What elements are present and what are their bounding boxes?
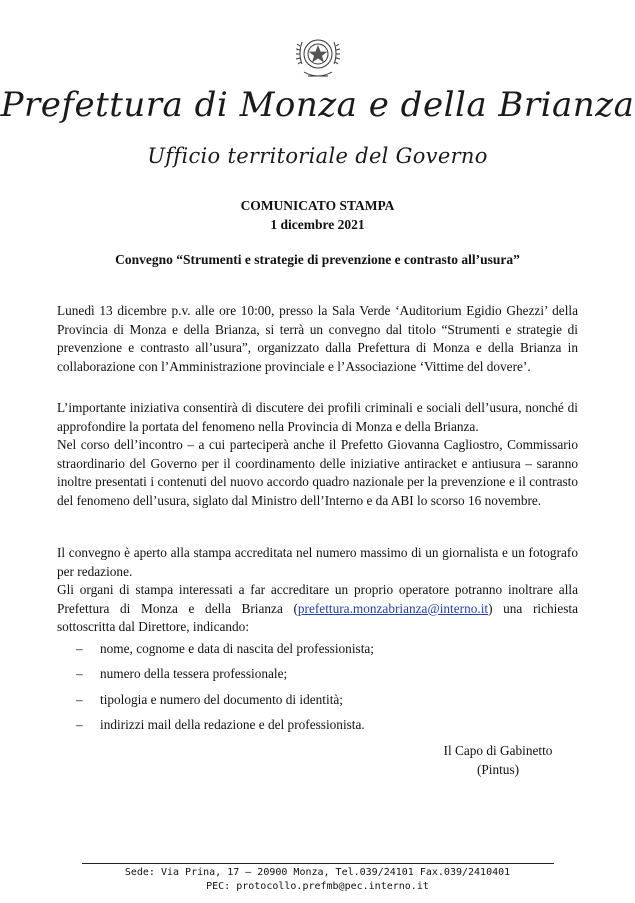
paragraph-3a-text: Il convegno è aperto alla stampa accreditata nel numero massimo di un giornalista e un fotografo per redazione. — [57, 545, 578, 579]
press-release-date: 1 dicembre 2021 — [270, 217, 365, 232]
signature-name: (Pintus) — [476, 762, 520, 777]
list-item — [76, 665, 556, 690]
list-item-text: nome, cognome e data di nascita del professionista; — [100, 641, 374, 656]
paragraph-3b-start: Gli organi di stampa interessati a far accreditare un proprio operatore potranno inoltrare alla Prefettura di Monza e della Brianza ( — [57, 582, 578, 616]
bullet-dash: – — [76, 666, 83, 682]
list-item-text: numero della tessera professionale; — [100, 666, 288, 682]
footer-pec: PEC: protocollo.prefmb@pec.interno.it — [206, 881, 429, 892]
footer-divider — [82, 863, 554, 864]
paragraph-1-text: Lunedì 13 dicembre p.v. alle ore 10:00, presso la Sala Verde ‘Auditorium Egidio Ghezzi’ della Provincia di Monza e della Brianza, si terrà un convegno dal titolo “Strumenti e strategie di prevenzione e contrasto all’usura”, organizzato dalla Prefettura di Monza e della Brianza in collaborazione con l’Amministrazione provinciale e l’Associazione ‘Vittime del dovere’. — [57, 303, 578, 374]
list-item-text: indirizzi mail della redazione e del professionista. — [100, 716, 365, 732]
office-subtitle: Ufficio territoriale del Governo — [147, 144, 488, 168]
paragraph-2a-text: L’importante iniziativa consentirà di discutere dei profili criminali e sociali dell’usura, nonché di approfondire la portata del fenomeno nella Provincia di Monza e della Brianza. — [57, 400, 578, 434]
event-title: Convegno “Strumenti e strategie di prevenzione e contrasto all’usura” — [115, 252, 520, 267]
list-item — [76, 716, 556, 741]
requirements-list — [76, 640, 556, 741]
bullet-dash: – — [76, 641, 83, 656]
email-link[interactable]: prefettura.monzabrianza@interno.it — [297, 600, 489, 616]
paragraph-1 — [57, 302, 578, 376]
list-item — [76, 691, 556, 716]
office-name: Prefettura di Monza e della Brianza — [0, 85, 635, 125]
paragraph-2 — [57, 399, 578, 511]
paragraph-3 — [57, 544, 578, 637]
press-release-label: COMUNICATO STAMPA — [240, 198, 395, 213]
italian-republic-emblem-icon — [294, 32, 342, 84]
bullet-dash: – — [76, 716, 83, 732]
signature-role: Il Capo di Gabinetto — [443, 743, 553, 758]
paragraph-3b — [57, 581, 578, 637]
list-item — [76, 640, 556, 665]
list-item-text: tipologia e numero del documento di identità; — [100, 691, 343, 707]
paragraph-3b-end: ) una richiesta sottoscritta dal Direttore, indicando: — [57, 600, 578, 635]
paragraph-2b-text: Nel corso dell’incontro – a cui parteciperà anche il Prefetto Giovanna Cagliostro, Commissario straordinario del Governo per il coordinamento delle iniziative antiracket e antiusura – saranno inoltre presentati i contenuti del nuovo accordo quadro nazionale per la prevenzione e il contrasto del fenomeno dell’usura, siglato dal Ministro dell’Interno e da ABI lo scorso 16 novembre. — [57, 437, 578, 508]
footer-address: Sede: Via Prina, 17 – 20900 Monza, Tel.039/24101 Fax.039/2410401 — [124, 867, 511, 878]
bullet-dash: – — [76, 691, 83, 707]
